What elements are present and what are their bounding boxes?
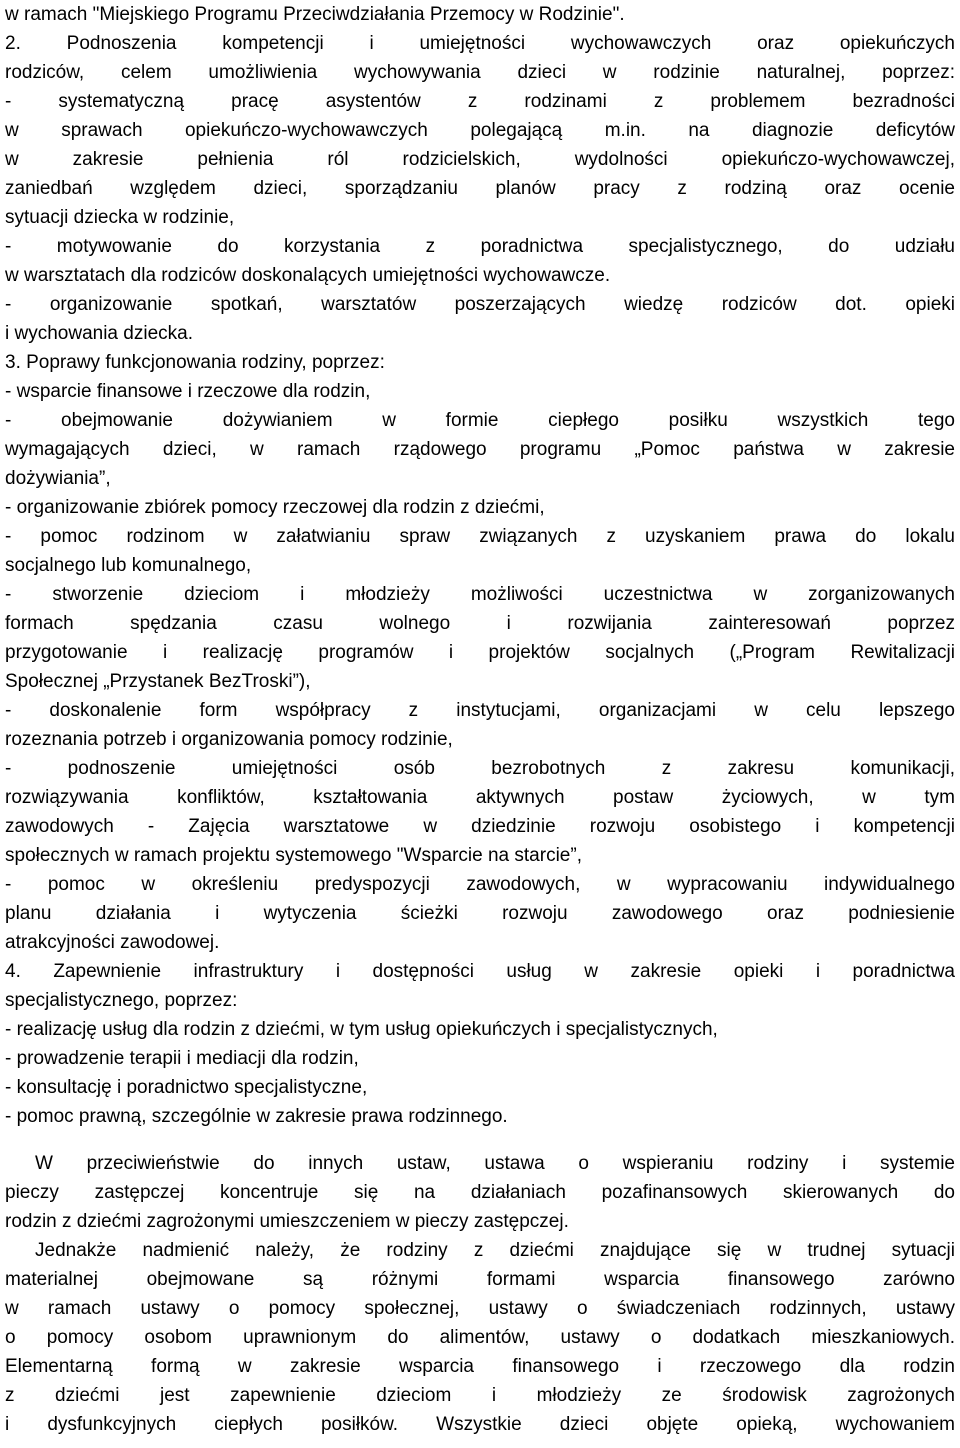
text-line: rodziców, celem umożliwienia wychowywania dzieci w rodzinie naturalnej, poprzez: (5, 62, 955, 83)
text-line: rodzin z dziećmi zagrożonymi umieszczeniem w pieczy zastępczej. (5, 1211, 569, 1232)
text-line: i wychowania dziecka. (5, 323, 193, 344)
text-line: - pomoc prawną, szczególnie w zakresie prawa rodzinnego. (5, 1106, 508, 1127)
text-line: planu działania i wytyczenia ścieżki rozwoju zawodowego oraz podniesienie (5, 903, 955, 924)
text-line: formach spędzania czasu wolnego i rozwijania zainteresowań poprzez (5, 613, 955, 634)
text-line: socjalnego lub komunalnego, (5, 555, 252, 576)
text-line: - organizowanie zbiórek pomocy rzeczowej dla rodzin z dziećmi, (5, 497, 545, 518)
text-line: - systematyczną pracę asystentów z rodzinami z problemem bezradności (5, 91, 955, 112)
text-line: specjalistycznego, poprzez: (5, 990, 238, 1011)
text-line: zaniedbań względem dzieci, sporządzaniu planów pracy z rodziną oraz ocenie (5, 178, 955, 199)
text-line: - doskonalenie form współpracy z instytucjami, organizacjami w celu lepszego (5, 700, 955, 721)
text-line: w ramach "Miejskiego Programu Przeciwdziałania Przemocy w Rodzinie". (5, 4, 625, 25)
text-line: w warsztatach dla rodziców doskonalących umiejętności wychowawcze. (5, 265, 611, 286)
text-line: sytuacji dziecka w rodzinie, (5, 207, 235, 228)
text-line: W przeciwieństwie do innych ustaw, ustawa o wspieraniu rodziny i systemie (35, 1153, 955, 1174)
text-line: rozwiązywania konfliktów, kształtowania aktywnych postaw życiowych, w tym (5, 787, 955, 808)
text-line: o pomocy osobom uprawnionym do alimentów, ustawy o dodatkach mieszkaniowych. (5, 1327, 955, 1348)
text-line: zawodowych - Zajęcia warsztatowe w dziedzinie rozwoju osobistego i kompetencji (5, 816, 955, 837)
text-line: - podnoszenie umiejętności osób bezrobotnych z zakresu komunikacji, (5, 758, 955, 779)
text-line: atrakcyjności zawodowej. (5, 932, 220, 953)
text-line: pieczy zastępczej koncentruje się na działaniach pozafinansowych skierowanych do (5, 1182, 955, 1203)
text-line: 3. Poprawy funkcjonowania rodziny, poprzez: (5, 352, 385, 373)
text-line: - konsultację i poradnictwo specjalistyczne, (5, 1077, 368, 1098)
text-line: - wsparcie finansowe i rzeczowe dla rodzin, (5, 381, 371, 402)
text-line: i dysfunkcyjnych ciepłych posiłków. Wszystkie dzieci objęte opieką, wychowaniem (5, 1414, 955, 1435)
text-line: - stworzenie dzieciom i młodzieży możliwości uczestnictwa w zorganizowanych (5, 584, 955, 605)
text-line: w zakresie pełnienia ról rodzicielskich, wydolności opiekuńczo-wychowawczej, (5, 149, 955, 170)
text-line: - pomoc w określeniu predyspozycji zawodowych, w wypracowaniu indywidualnego (5, 874, 955, 895)
text-line: w ramach ustawy o pomocy społecznej, ustawy o świadczeniach rodzinnych, ustawy (5, 1298, 955, 1319)
text-line: 4. Zapewnienie infrastruktury i dostępności usług w zakresie opieki i poradnictwa (5, 961, 955, 982)
text-line: Społecznej „Przystanek BezTroski”), (5, 671, 311, 692)
text-line: dożywiania”, (5, 468, 111, 489)
text-line: przygotowanie i realizację programów i projektów socjalnych („Program Rewitalizacji (5, 642, 955, 663)
text-line: wymagających dzieci, w ramach rządowego programu „Pomoc państwa w zakresie (5, 439, 955, 460)
text-line: 2. Podnoszenia kompetencji i umiejętności wychowawczych oraz opiekuńczych (5, 33, 955, 54)
text-line: Elementarną formą w zakresie wsparcia finansowego i rzeczowego dla rodzin (5, 1356, 955, 1377)
text-line: - motywowanie do korzystania z poradnictwa specjalistycznego, do udziału (5, 236, 955, 257)
text-line: materialnej obejmowane są różnymi formami wsparcia finansowego zarówno (5, 1269, 955, 1290)
text-line: z dziećmi jest zapewnienie dzieciom i młodzieży ze środowisk zagrożonych (5, 1385, 955, 1406)
text-line: - prowadzenie terapii i mediacji dla rodzin, (5, 1048, 359, 1069)
text-line: - organizowanie spotkań, warsztatów poszerzających wiedzę rodziców dot. opieki (5, 294, 955, 315)
text-line: społecznych w ramach projektu systemowego "Wsparcie na starcie”, (5, 845, 582, 866)
paragraph-gap (5, 1131, 955, 1149)
text-line: - obejmowanie dożywianiem w formie ciepłego posiłku wszystkich tego (5, 410, 955, 431)
text-line: - pomoc rodzinom w załatwianiu spraw związanych z uzyskaniem prawa do lokalu (5, 526, 955, 547)
text-line: Jednakże nadmienić należy, że rodziny z dziećmi znajdujące się w trudnej sytuacji (35, 1240, 955, 1261)
text-line: rozeznania potrzeb i organizowania pomocy rodzinie, (5, 729, 453, 750)
text-line: w sprawach opiekuńczo-wychowawczych polegającą m.in. na diagnozie deficytów (5, 120, 955, 141)
text-line: - realizację usług dla rodzin z dziećmi, w tym usług opiekuńczych i specjalistycznych, (5, 1019, 718, 1040)
